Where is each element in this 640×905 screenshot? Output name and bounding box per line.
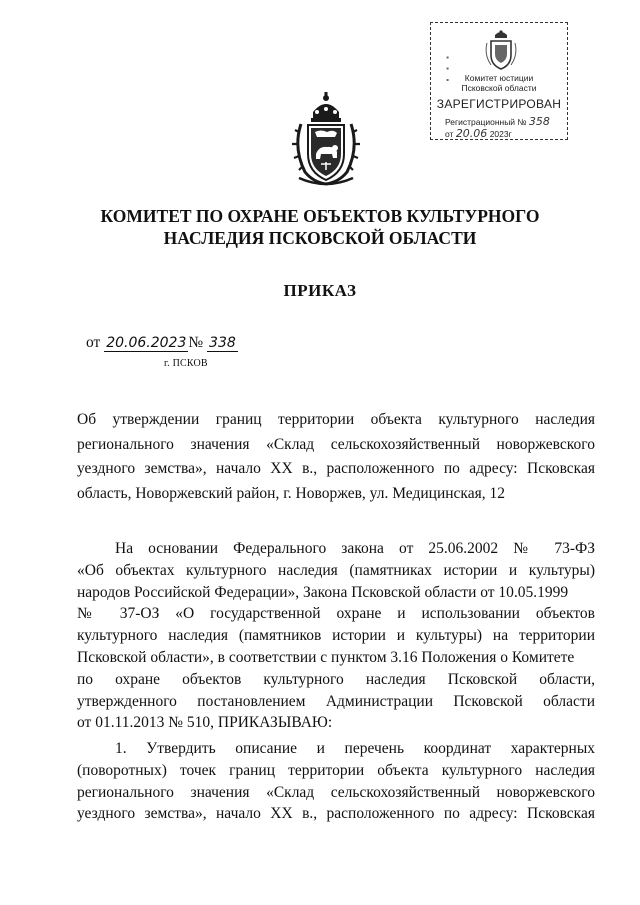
item-line: (поворотных) точек границ территории объекта культурного наследия bbox=[77, 761, 595, 779]
preamble-paragraph bbox=[77, 538, 595, 734]
stamp-org-line1: Комитет юстиции bbox=[464, 73, 534, 83]
stamp-org-line2: Псковской области bbox=[461, 83, 537, 93]
stamp-year-suffix: 2023г bbox=[489, 129, 512, 139]
stamp-reg-number-value: 358 bbox=[528, 115, 550, 128]
body-line: народов Российской Федерации», Закона Псковской области от 10.05.1999 bbox=[77, 583, 569, 601]
subject-line: Об утверждении границ территории объекта культурного наследия bbox=[77, 411, 595, 428]
order-number-value: 338 bbox=[209, 335, 236, 351]
stamp-date-value: 20.06 bbox=[455, 127, 488, 140]
body-line: от 01.11.2013 № 510, ПРИКАЗЫВАЮ: bbox=[77, 714, 333, 732]
order-date-prefix: от bbox=[86, 334, 101, 351]
stamp-reg-number-label: Регистрационный № bbox=[445, 117, 527, 127]
subject-line: область, Новоржевский район, г. Новоржев, ул. Медицинская, 12 bbox=[77, 484, 505, 502]
org-title-line1: КОМИТЕТ ПО ОХРАНЕ ОБЪЕКТОВ КУЛЬТУРНОГО bbox=[100, 206, 540, 226]
stamp-date-prefix: от bbox=[445, 129, 454, 139]
pskov-coat-of-arms-icon bbox=[291, 92, 361, 188]
coat-of-arms-icon bbox=[481, 29, 521, 71]
subject-line: уездного земства», начало XX в., расположенного по адресу: Псковская bbox=[77, 460, 595, 477]
order-number-sign: № bbox=[188, 334, 204, 351]
order-item-1 bbox=[77, 738, 595, 825]
org-title-line2: НАСЛЕДИЯ ПСКОВСКОЙ ОБЛАСТИ bbox=[163, 228, 477, 248]
body-line: «Об объектах культурного наследия (памятниках истории и культуры) bbox=[77, 561, 595, 579]
item-line: регионального значения «Склад сельскохозяйственный новоржевского bbox=[77, 783, 595, 801]
item-line: уездного земства», начало XX в., расположенного по адресу: Псковская bbox=[77, 805, 595, 823]
body-line: № 37-ОЗ «О государственной охране и использовании объектов bbox=[77, 605, 595, 623]
item-line: 1. Утвердить описание и перечень координат характерных bbox=[115, 740, 595, 757]
stamp-status: ЗАРЕГИСТРИРОВАН bbox=[436, 97, 562, 111]
body-line: утвержденного постановлением Администрации Псковской области bbox=[77, 692, 595, 710]
order-date-value: 20.06.2023 bbox=[106, 335, 187, 351]
stamp-side-mark: ▪ ▪ ▪ bbox=[443, 53, 452, 85]
subject-line: регионального значения «Склад сельскохозяйственный новоржевского bbox=[77, 435, 595, 453]
order-place: г. ПСКОВ bbox=[164, 358, 208, 369]
body-line: Псковской области», в соответствии с пунктом 3.16 Положения о Комитете bbox=[77, 648, 575, 666]
order-date-number bbox=[86, 334, 238, 352]
order-subject bbox=[77, 408, 595, 506]
document-type: ПРИКАЗ bbox=[283, 281, 357, 300]
registration-stamp bbox=[430, 22, 568, 140]
stamp-date bbox=[445, 127, 512, 140]
body-line: культурного наследия (памятников истории и культуры) на территории bbox=[77, 627, 595, 645]
body-line: по охране объектов культурного наследия Псковской области, bbox=[77, 670, 595, 688]
body-line: На основании Федерального закона от 25.06.2002 № 73-ФЗ bbox=[115, 540, 595, 557]
